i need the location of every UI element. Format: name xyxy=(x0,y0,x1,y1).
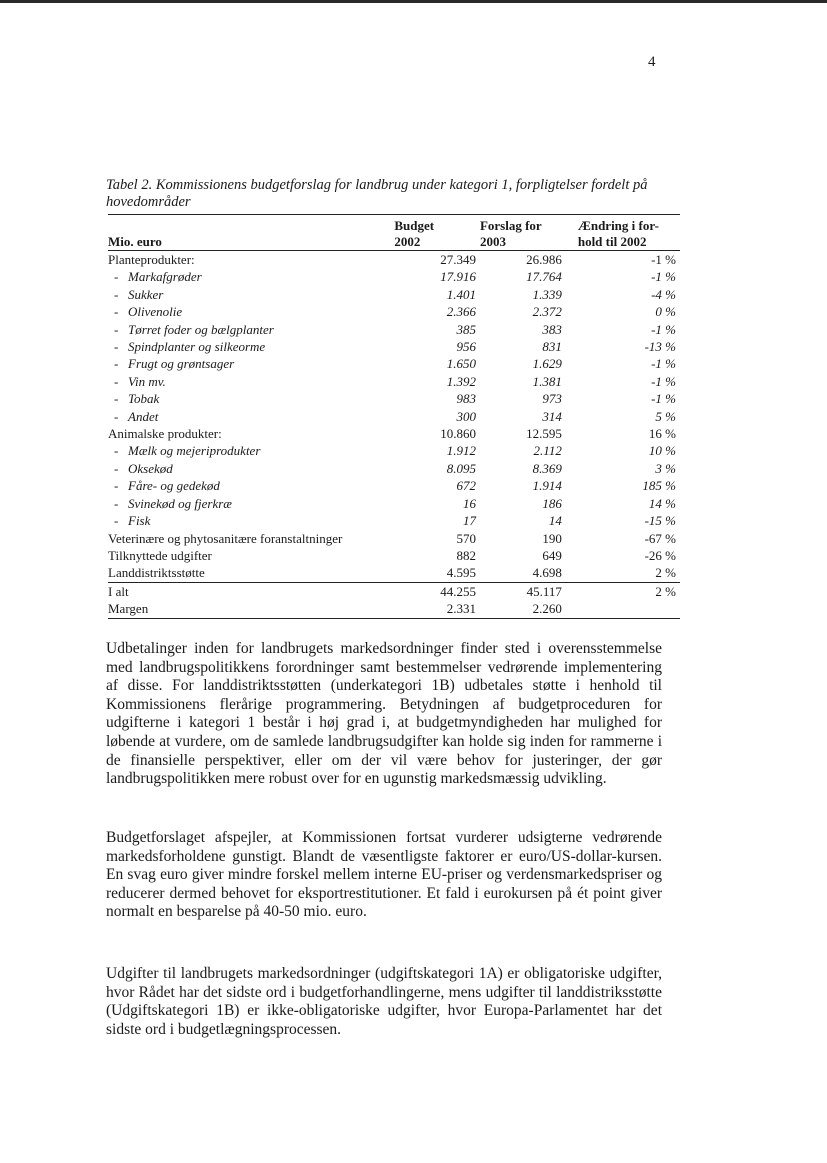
table-row xyxy=(108,564,680,582)
table-row-margin xyxy=(108,600,680,618)
table-row xyxy=(108,338,680,355)
row-bullet-dash: - xyxy=(114,339,119,355)
cell-forslag-2003: 2.260 xyxy=(480,600,564,618)
table-row xyxy=(108,303,680,320)
row-bullet-dash: - xyxy=(114,408,119,424)
cell-budget-2002: 16 xyxy=(462,495,476,511)
cell-forslag-2003: 12.595 xyxy=(526,426,562,442)
row-label-text: Frugt og grøntsager xyxy=(128,356,235,372)
row-label-text: Fåre- og gedekød xyxy=(128,478,220,494)
scan-top-border xyxy=(0,0,827,3)
paragraph-1: Udbetalinger inden for landbrugets markedsordninger finder sted i overensstemmelse med landbrugspolitikkens forordninger samt bestemmelser vedrørende implementering af disse. For landdistriktsstøtten (underkategori 1B) udbetales støtte i henhold til Kommissionens flerårige programmering. Betydningen af budgetproceduren for udgifterne i kategori 1 består i høj grad i, at budgetmyndigheden har mulighed for løbende at vurdere, om de samlede landbrugsudgifter kan holde sig inden for rammerne i de finansielle perspektiver, eller om der vil være behov for justeringer, der gør landbrugspolitikken mere robust over for en ugunstig markedsmæssig udvikling. xyxy=(106,640,662,788)
header-budget-line1: Budget xyxy=(394,215,480,234)
cell-budget-2002: 4.595 xyxy=(446,565,476,581)
row-label-text: Markafgrøder xyxy=(128,269,202,285)
cell-change-percent: -1 % xyxy=(651,252,676,267)
cell-budget-2002: 27.349 xyxy=(440,252,476,267)
cell-forslag-2003: 2.112 xyxy=(533,443,562,459)
row-bullet-dash: - xyxy=(114,356,119,372)
row-bullet-dash: - xyxy=(114,269,119,285)
cell-change-percent: 0 % xyxy=(655,304,676,320)
cell-change-percent: -26 % xyxy=(644,547,676,563)
cell-budget-2002: 1.401 xyxy=(446,286,476,302)
cell-budget-2002: 983 xyxy=(456,391,476,407)
table-body xyxy=(108,251,680,619)
cell-forslag-2003: 45.117 xyxy=(480,582,564,600)
row-label-text: Oksekød xyxy=(128,460,173,476)
row-label-text: Spindplanter og silkeorme xyxy=(128,339,266,355)
row-bullet-dash: - xyxy=(114,460,119,476)
header-unit-label: Mio. euro xyxy=(108,233,394,251)
row-label xyxy=(108,495,394,512)
table-row xyxy=(108,355,680,372)
cell-forslag-2003: 26.986 xyxy=(526,252,562,267)
table-row-total xyxy=(108,582,680,600)
table-row xyxy=(108,390,680,407)
row-label xyxy=(108,321,394,338)
row-label-text: Landdistriktsstøtte xyxy=(108,565,205,581)
cell-forslag-2003: 649 xyxy=(542,547,562,563)
cell-budget-2002: 1.912 xyxy=(446,443,476,459)
cell-budget-2002: 300 xyxy=(456,408,476,424)
row-bullet-dash: - xyxy=(114,443,119,459)
row-bullet-dash: - xyxy=(114,286,119,302)
cell-budget-2002: 570 xyxy=(456,530,476,546)
row-label xyxy=(108,442,394,459)
table-row xyxy=(108,460,680,477)
cell-forslag-2003: 1.629 xyxy=(532,356,562,372)
table-row xyxy=(108,495,680,512)
row-bullet-dash: - xyxy=(114,321,119,337)
header-budget-line2: 2002 xyxy=(394,233,480,251)
row-bullet-dash: - xyxy=(114,304,119,320)
table-row xyxy=(108,512,680,529)
row-label-text: Tobak xyxy=(128,391,160,407)
row-bullet-dash: - xyxy=(114,391,119,407)
cell-change-percent: -1 % xyxy=(651,356,676,372)
cell-budget-2002: 882 xyxy=(456,547,476,563)
cell-budget-2002: 2.366 xyxy=(446,304,476,320)
row-label xyxy=(108,564,394,582)
cell-change-percent: 3 % xyxy=(655,460,676,476)
cell-forslag-2003: 17.764 xyxy=(526,269,562,285)
row-label-text: I alt xyxy=(108,583,129,599)
cell-forslag-2003: 186 xyxy=(542,495,562,511)
row-bullet-dash: - xyxy=(114,478,119,494)
cell-budget-2002: 956 xyxy=(456,339,476,355)
cell-forslag-2003: 2.372 xyxy=(532,304,562,320)
table-header-row-1 xyxy=(108,215,680,234)
row-label xyxy=(108,390,394,407)
row-label-text: Veterinære og phytosanitære foranstaltninger xyxy=(108,530,343,546)
cell-change-percent: 185 % xyxy=(642,478,676,494)
cell-change-percent: 14 % xyxy=(648,495,676,511)
row-label-text: Tilknyttede udgifter xyxy=(108,547,212,563)
cell-change-percent: -1 % xyxy=(651,269,676,285)
row-label-text: Svinekød og fjerkræ xyxy=(128,495,232,511)
paragraph-2: Budgetforslaget afspejler, at Kommissionen fortsat vurderer udsigterne vedrørende markedsforholdene gunstigt. Blandt de væsentligste faktorer er euro/US-dollar-kursen. En svag euro giver mindre forskel mellem interne EU-priser og verdensmarkedspriser og reducerer dermed behovet for eksportrestitutioner. Et fald i eurokursen på ét point giver normalt en besparelse på 40-50 mio. euro. xyxy=(106,829,662,921)
cell-forslag-2003: 383 xyxy=(542,321,562,337)
cell-change-percent: 5 % xyxy=(655,408,676,424)
row-label-text: Margen xyxy=(108,601,149,617)
cell-budget-2002: 2.331 xyxy=(394,600,480,618)
cell-forslag-2003: 831 xyxy=(542,339,562,355)
row-label-text: Mælk og mejeriprodukter xyxy=(128,443,261,459)
row-label xyxy=(108,530,394,547)
cell-budget-2002: 1.392 xyxy=(446,373,476,389)
row-label xyxy=(108,512,394,529)
cell-budget-2002: 17.916 xyxy=(440,269,476,285)
row-label xyxy=(108,268,394,285)
table-row xyxy=(108,373,680,390)
budget-table xyxy=(108,214,680,619)
cell-budget-2002: 8.095 xyxy=(446,460,476,476)
row-label xyxy=(108,600,394,618)
row-label xyxy=(108,373,394,390)
row-label-text: Animalske produkter: xyxy=(108,426,222,442)
row-label xyxy=(108,477,394,494)
cell-change-percent: -67 % xyxy=(644,530,676,546)
cell-change-percent: -15 % xyxy=(644,513,676,529)
table-caption: Tabel 2. Kommissionens budgetforslag for landbrug under kategori 1, forpligtelser fordelt på hovedområder xyxy=(106,177,648,210)
row-label-text: Planteprodukter: xyxy=(108,252,195,267)
header-change-line1: Ændring i for- xyxy=(564,215,680,234)
row-label xyxy=(108,338,394,355)
table-row xyxy=(108,477,680,494)
cell-forslag-2003: 1.381 xyxy=(532,373,562,389)
row-label-text: Tørret foder og bælgplanter xyxy=(128,321,274,337)
row-label xyxy=(108,303,394,320)
table-header-row-2 xyxy=(108,233,680,251)
row-bullet-dash: - xyxy=(114,513,119,529)
cell-forslag-2003: 190 xyxy=(542,530,562,546)
row-bullet-dash: - xyxy=(114,373,119,389)
row-label xyxy=(108,355,394,372)
cell-change-percent: 2 % xyxy=(564,582,680,600)
cell-budget-2002: 1.650 xyxy=(446,356,476,372)
table-row xyxy=(108,425,680,442)
row-label xyxy=(108,547,394,564)
cell-change-percent: 16 % xyxy=(648,426,676,442)
row-label-text: Fisk xyxy=(128,513,151,529)
row-label xyxy=(108,425,394,442)
cell-budget-2002: 385 xyxy=(456,321,476,337)
table-row xyxy=(108,321,680,338)
cell-forslag-2003: 314 xyxy=(542,408,562,424)
table-row xyxy=(108,442,680,459)
header-forslag-line1: Forslag for xyxy=(480,215,564,234)
cell-change-percent: 2 % xyxy=(655,565,676,581)
table-row xyxy=(108,547,680,564)
table-row xyxy=(108,530,680,547)
row-label xyxy=(108,251,394,269)
row-bullet-dash: - xyxy=(114,495,119,511)
row-label-text: Sukker xyxy=(128,286,164,302)
table-row xyxy=(108,408,680,425)
header-forslag-line2: 2003 xyxy=(480,233,564,251)
cell-forslag-2003: 4.698 xyxy=(532,565,562,581)
cell-forslag-2003: 1.339 xyxy=(532,286,562,302)
row-label-text: Olivenolie xyxy=(128,304,183,320)
row-label xyxy=(108,582,394,600)
table-row xyxy=(108,251,680,269)
row-label xyxy=(108,408,394,425)
row-label-text: Vin mv. xyxy=(128,373,166,389)
header-change-line2: hold til 2002 xyxy=(564,233,680,251)
cell-forslag-2003: 8.369 xyxy=(532,460,562,476)
cell-budget-2002: 672 xyxy=(456,478,476,494)
row-label xyxy=(108,460,394,477)
cell-forslag-2003: 14 xyxy=(548,513,562,529)
cell-budget-2002: 44.255 xyxy=(394,582,480,600)
cell-change-percent: -1 % xyxy=(651,321,676,337)
row-label-text: Andet xyxy=(128,408,159,424)
cell-forslag-2003: 1.914 xyxy=(532,478,562,494)
row-label xyxy=(108,286,394,303)
table-row xyxy=(108,286,680,303)
cell-change-percent: -13 % xyxy=(644,339,676,355)
table-row xyxy=(108,268,680,285)
cell-budget-2002: 17 xyxy=(462,513,476,529)
cell-budget-2002: 10.860 xyxy=(440,426,476,442)
cell-change-percent xyxy=(564,600,680,618)
paragraph-3: Udgifter til landbrugets markedsordninger (udgiftskategori 1A) er obligatoriske udgifter, hvor Rådet har det sidste ord i budgetforhandlingerne, mens udgifter til landdistriksstøtte (Udgiftskategori 1B) er ikke-obligatoriske udgifter, hvor Europa-Parlamentet har det sidste ord i budgetlægningsprocessen. xyxy=(106,965,662,1038)
cell-change-percent: 10 % xyxy=(648,443,676,459)
cell-change-percent: -4 % xyxy=(651,286,676,302)
cell-change-percent: -1 % xyxy=(651,373,676,389)
cell-forslag-2003: 973 xyxy=(542,391,562,407)
cell-change-percent: -1 % xyxy=(651,391,676,407)
page-number: 4 xyxy=(648,54,656,70)
